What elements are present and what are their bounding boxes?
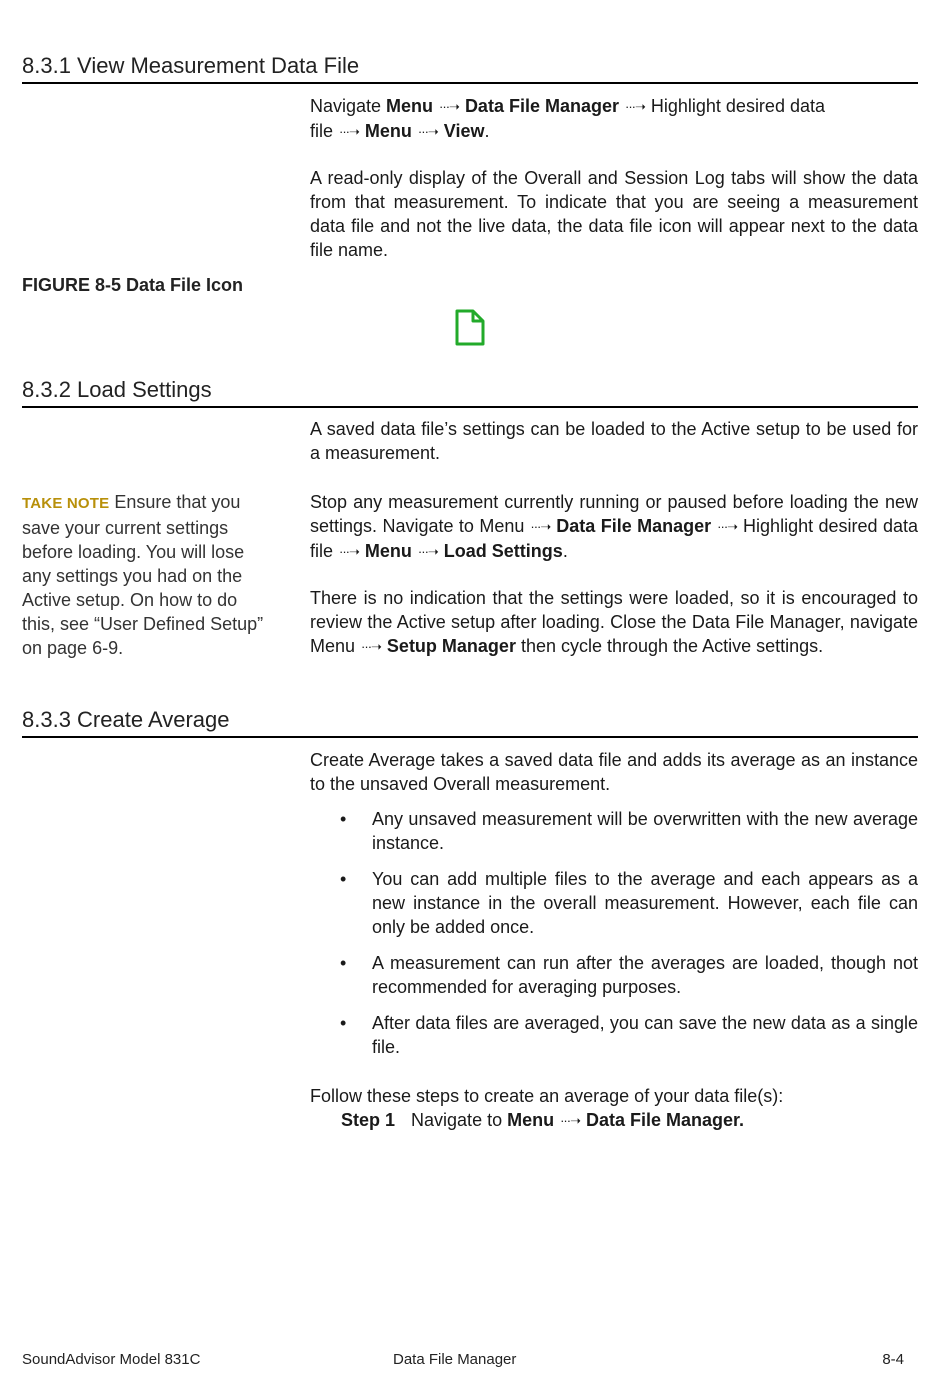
load-note-lead: There is no indication that the settings were loaded, so it is encouraged to review the Active setup after loading. Close the Data File Manager, navigate Menu [310, 588, 918, 656]
step-1 [341, 1108, 744, 1133]
punctuation: . [562, 541, 568, 561]
load-steps-lead: Stop any measurement currently running or paused before loading the new settings. Navigate to Menu [310, 492, 918, 536]
arrow-right-icon: ···➝ [339, 124, 359, 139]
list-item-text: After data files are averaged, you can save the new data as a single file. [372, 1013, 918, 1057]
section-heading-view-measurement: 8.3.1 View Measurement Data File [22, 52, 918, 84]
bullet-list [310, 807, 918, 1071]
bullet-icon: • [340, 953, 347, 973]
paragraph-average-intro: Create Average takes a saved data file and adds its average as an instance to the unsaved Overall measurement. [310, 750, 918, 794]
arrow-right-icon: ···➝ [560, 1113, 580, 1128]
nav-menu: Menu [507, 1110, 555, 1130]
arrow-right-icon: ···➝ [339, 544, 359, 559]
bullet-icon: • [340, 1013, 347, 1033]
paragraph-load-intro: A saved data file’s settings can be loaded to the Active setup to be used for a measurement. [310, 419, 918, 463]
nav-menu: Menu [364, 541, 412, 561]
nav-path-view [310, 94, 918, 144]
paragraph-load-note [310, 586, 918, 659]
nav-menu: Menu [364, 121, 412, 141]
take-note-label: TAKE NOTE [22, 495, 110, 512]
arrow-right-icon: ···➝ [530, 519, 551, 534]
nav-load-settings: Load Settings [443, 541, 563, 561]
paragraph-view-description: A read-only display of the Overall and Session Log tabs will show the data from that measurement. To indicate that you are seeing a measurement data file and not the live data, the data file icon will appear next to the data file name. [310, 168, 918, 260]
bullet-icon: • [340, 809, 347, 829]
nav-data-file-manager: Data File Manager [556, 516, 712, 536]
nav-data-file-manager: Data File Manager [464, 96, 619, 116]
list-item-text: You can add multiple files to the average and each appears as a new instance in the overall measurement. However, each file can only be added once. [372, 869, 918, 937]
paragraph-load-steps [310, 490, 918, 564]
data-file-icon [452, 308, 488, 348]
footer-product: SoundAdvisor Model 831C [22, 1351, 201, 1368]
footer-page-number: 8-4 [882, 1351, 904, 1368]
load-note-tail: then cycle through the Active settings. [515, 636, 824, 656]
arrow-right-icon: ···➝ [717, 519, 738, 534]
list-item [310, 807, 918, 855]
nav-setup-manager: Setup Manager [386, 636, 516, 656]
bullet-icon: • [340, 869, 347, 889]
take-note-text: Ensure that you save your current settings before loading. You will lose any settings you had on the Active setup. On how to do this, see “User Defined Setup” on page 6-9. [22, 492, 264, 658]
nav-prefix: Navigate [310, 96, 387, 116]
step-text: Navigate to [411, 1110, 508, 1130]
punctuation: . [484, 121, 490, 141]
nav-menu: Menu [386, 96, 434, 116]
steps-intro: Follow these steps to create an average of your data file(s): [310, 1086, 784, 1106]
arrow-right-icon: ···➝ [624, 99, 645, 114]
list-item [310, 867, 918, 939]
footer-chapter: Data File Manager [393, 1351, 517, 1368]
arrow-right-icon: ···➝ [439, 99, 459, 114]
list-item [310, 951, 918, 999]
nav-view: View [443, 121, 485, 141]
step-number: Step 1 [341, 1110, 396, 1130]
nav-data-file-manager: Data File Manager. [585, 1110, 745, 1130]
take-note [22, 490, 272, 660]
arrow-right-icon: ···➝ [417, 124, 438, 139]
arrow-right-icon: ···➝ [361, 639, 381, 654]
arrow-right-icon: ···➝ [417, 544, 438, 559]
nav-highlight: Highlight desired data file [310, 516, 918, 561]
section-heading-load-settings: 8.3.2 Load Settings [22, 376, 918, 408]
list-item-text: A measurement can run after the averages are loaded, though not recommended for averaging purposes. [372, 953, 918, 997]
figure-caption: FIGURE 8-5 Data File Icon [22, 275, 244, 295]
section-heading-create-average: 8.3.3 Create Average [22, 706, 918, 738]
nav-highlight: Highlight desired data file [310, 96, 825, 141]
list-item-text: Any unsaved measurement will be overwritten with the new average instance. [372, 809, 918, 853]
list-item [310, 1011, 918, 1059]
